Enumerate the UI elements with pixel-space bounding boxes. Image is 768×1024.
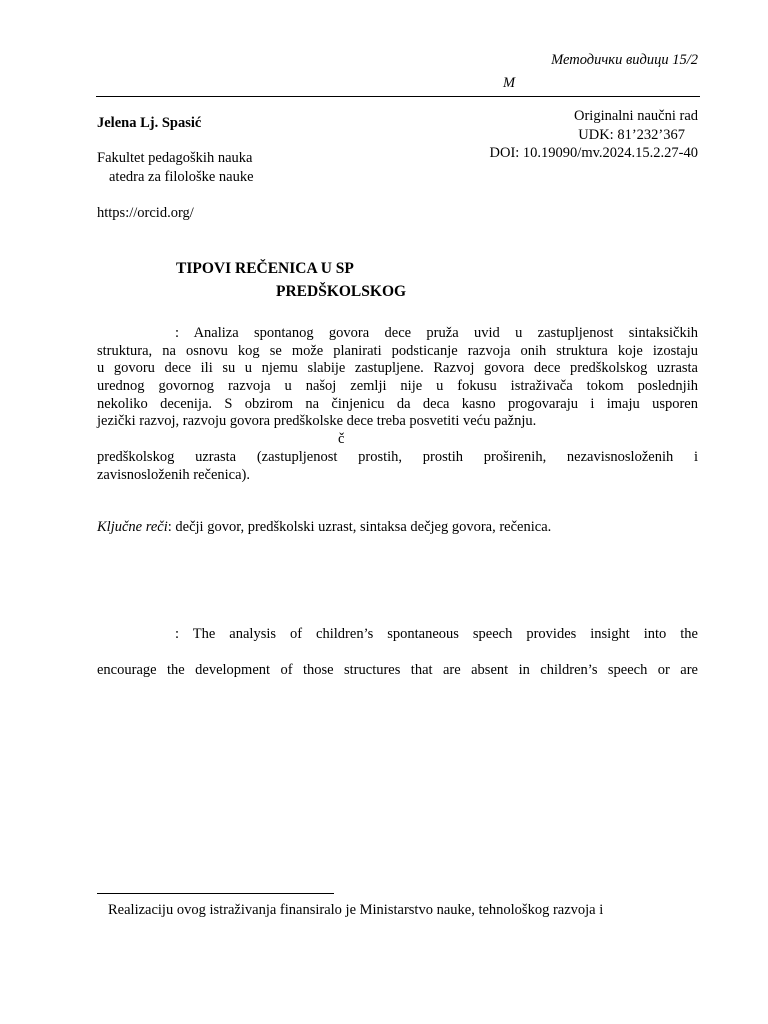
abstract-sr-line-9: zavisnosloženih rečenica). (97, 467, 250, 483)
paper-type: Originalni naučni rad (573, 108, 698, 124)
abstract-sr-line-2: struktura, na osnovu kog se može planirati podsticanje razvoja onih struktura koje izostaju (97, 343, 698, 359)
journal-header-mark: М (503, 75, 516, 91)
keywords-label: Ključne reči (97, 519, 168, 535)
keywords (97, 519, 551, 536)
doi: DOI: 10.19090/mv.2024.15.2.27-40 (489, 145, 698, 161)
paper-title-line-1: TIPOVI REČENICA U SP (176, 260, 354, 277)
abstract-sr-line-6: jezički razvoj, razvoju govora predškolske dece treba posvetiti veću pažnju. (97, 413, 537, 429)
journal-header: Методички видици 15/2 (551, 52, 698, 68)
abstract-en-line-2: encourage the development of those structures that are absent in children’s speech or are (97, 662, 698, 678)
udk-code: UDK: 81’232’367 (578, 127, 685, 143)
abstract-sr-line-5: nekoliko decenija. S obzirom na činjenicu da deca kasno progovaraju i imaju usporen (97, 396, 698, 412)
orcid-link[interactable]: https://orcid.org/ (97, 205, 194, 221)
abstract-sr-line-3: u govoru dece ili su u njemu slabije zastupljene. Razvoj govora dece predškolskog uzrasta (97, 360, 698, 376)
abstract-sr-line-7: č (338, 431, 345, 447)
paper-title-line-2: PREDŠKOLSKOG (276, 283, 407, 300)
abstract-sr-line-8: predškolskog uzrasta (zastupljenost prostih, prostih proširenih, nezavisnosloženih i (97, 449, 698, 465)
header-rule (96, 96, 700, 97)
abstract-en-line-1 (97, 626, 698, 643)
abstract-sr-line-1 (97, 325, 698, 342)
keywords-text: : dečji govor, predškolski uzrast, sintaksa dečjeg govora, rečenica. (167, 519, 552, 535)
affiliation-faculty: Fakultet pedagoških nauka (97, 150, 253, 166)
abstract-sr-line-4: urednog govornog razvoja u našoj zemlji nije u fokusu istraživača tokom poslednjih (97, 378, 698, 394)
author-name: Jelena Lj. Spasić (97, 115, 202, 131)
abstract-en-line-1-text: : The analysis of children’s spontaneous speech provides insight into the (175, 626, 698, 642)
footnote-rule (97, 893, 334, 894)
affiliation-department: atedra za filološke nauke (109, 169, 254, 185)
footnote-text: Realizaciju ovog istraživanja finansiralo je Ministarstvo nauke, tehnološkog razvoja i (108, 902, 604, 918)
abstract-sr-line-1-text: : Analiza spontanog govora dece pruža uvid u zastupljenost sintaksičkih (175, 325, 698, 341)
